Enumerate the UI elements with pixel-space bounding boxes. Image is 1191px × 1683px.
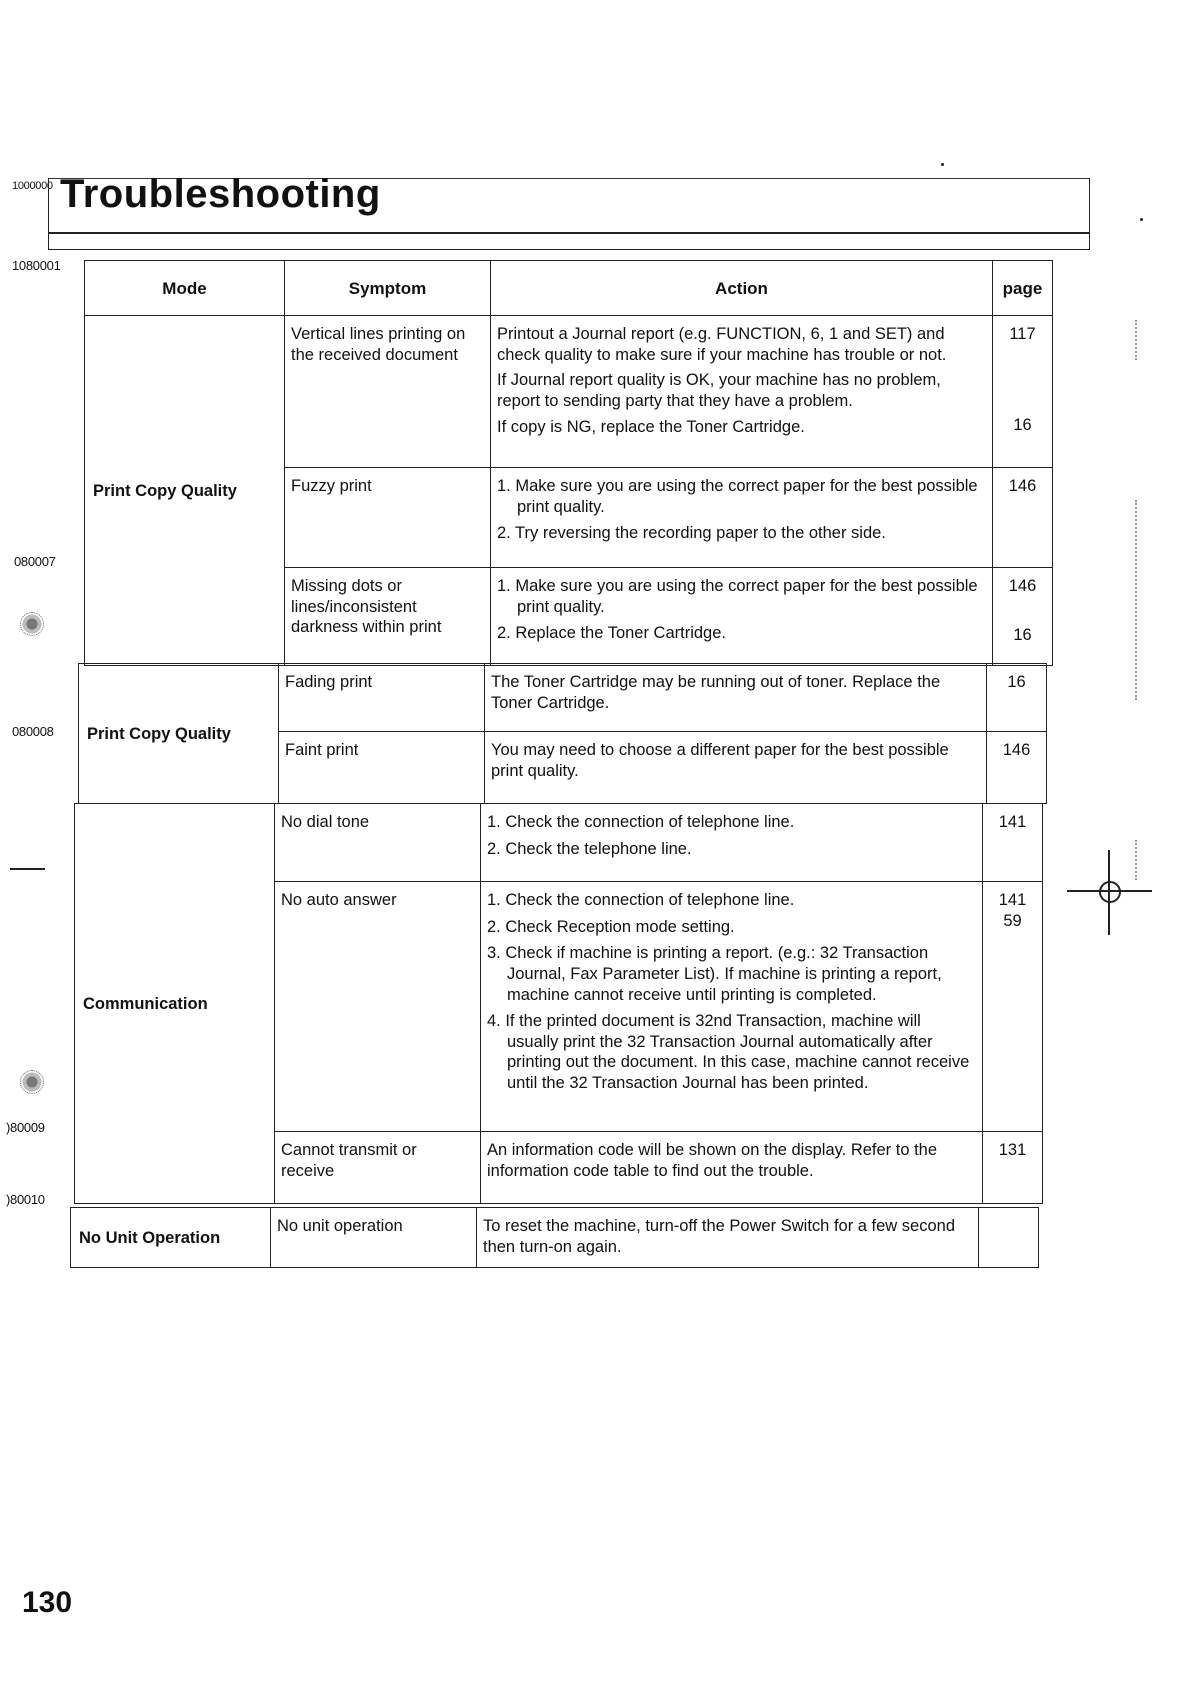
margin-code-row2: 080007 — [14, 554, 56, 569]
page-number: 130 — [22, 1586, 73, 1619]
page-ref: 117 — [1009, 325, 1036, 343]
action-cell: An information code will be shown on the display. Refer to the information code table to find out the trouble. — [481, 1132, 983, 1204]
action-cell: The Toner Cartridge may be running out of toner. Replace the Toner Cartridge. — [485, 664, 987, 732]
header-page: page — [993, 261, 1053, 316]
page-cell — [993, 316, 1053, 468]
action-text: If Journal report quality is OK, your machine has no problem, report to sending party that they have a problem. — [497, 371, 941, 410]
margin-dash — [10, 868, 45, 870]
table-row — [79, 664, 1047, 732]
symptom-cell: Missing dots or lines/inconsistent darkness within print — [285, 568, 491, 666]
page-ref: 59 — [1003, 911, 1022, 930]
symptom-cell: Faint print — [279, 732, 485, 804]
page-cell — [993, 568, 1053, 666]
symptom-cell: Fuzzy print — [285, 468, 491, 568]
action-cell — [481, 882, 983, 1132]
punch-hole-icon — [20, 612, 44, 636]
symptom-cell: No dial tone — [275, 804, 481, 882]
header-symptom: Symptom — [285, 261, 491, 316]
table-row — [75, 804, 1043, 882]
action-cell — [491, 468, 993, 568]
page-cell — [993, 468, 1053, 568]
title-code: 1000000 — [12, 180, 53, 192]
page-cell — [983, 804, 1043, 882]
registration-mark-icon — [1099, 881, 1121, 903]
page-title: Troubleshooting — [60, 172, 381, 216]
symptom-cell: No auto answer — [275, 882, 481, 1132]
symptom-cell: Cannot transmit or receive — [275, 1132, 481, 1204]
action-text: 2. Replace the Toner Cartridge. — [497, 624, 726, 643]
action-text: If copy is NG, replace the Toner Cartridge. — [497, 417, 805, 436]
margin-code-row5: )80010 — [6, 1192, 45, 1207]
action-text: 2. Try reversing the recording paper to the other side. — [497, 524, 886, 543]
mode-cell: No Unit Operation — [71, 1208, 271, 1268]
mode-cell: Communication — [75, 804, 275, 1204]
page-ref: 141 — [998, 891, 1027, 909]
action-text: 1. Check the connection of telephone line. — [487, 891, 795, 909]
scan-noise — [1135, 320, 1149, 360]
header-action: Action — [491, 261, 993, 316]
page-cell — [979, 1208, 1039, 1268]
punch-hole-icon — [20, 1070, 44, 1094]
troubleshooting-table-4 — [70, 1207, 1039, 1268]
page-cell — [983, 1132, 1043, 1204]
mode-cell: Print Copy Quality — [85, 316, 285, 666]
action-text: 4. If the printed document is 32nd Transaction, machine will usually print the 32 Transaction Journal automatically after printing out the document. In this case, machine cannot receive until the 32 Transaction Journal has been printed. — [487, 1012, 970, 1092]
table-header-row — [85, 261, 1053, 316]
margin-code-row3: 080008 — [12, 724, 54, 739]
page-cell — [983, 882, 1043, 1132]
header-mode: Mode — [85, 261, 285, 316]
page-ref: 16 — [1013, 625, 1032, 644]
page-cell — [987, 732, 1047, 804]
page-ref: 131 — [998, 1141, 1027, 1159]
symptom-cell: Vertical lines printing on the received document — [285, 316, 491, 468]
action-text: 1. Make sure you are using the correct paper for the best possible print quality. — [497, 477, 978, 516]
action-text: 2. Check Reception mode setting. — [487, 917, 735, 936]
scan-speck — [941, 163, 944, 166]
symptom-cell: No unit operation — [271, 1208, 477, 1268]
troubleshooting-table-3 — [74, 803, 1043, 1204]
title-rule — [48, 232, 1090, 234]
page-ref: 146 — [1008, 477, 1037, 495]
page-ref: 146 — [1008, 577, 1037, 595]
action-text: 3. Check if machine is printing a report. (e.g.: 32 Transaction Journal, Fax Parameter List). If machine is printing a report, machine cannot receive until printing is completed. — [487, 944, 942, 1004]
action-cell — [481, 804, 983, 882]
page-cell — [987, 664, 1047, 732]
action-text: 2. Check the telephone line. — [487, 839, 692, 858]
scan-noise — [1135, 840, 1149, 880]
troubleshooting-table-1 — [84, 260, 1053, 666]
table-row — [85, 316, 1053, 468]
troubleshooting-table-2 — [78, 663, 1047, 804]
action-text: Printout a Journal report (e.g. FUNCTION, 6, 1 and SET) and check quality to make sure if your machine has trouble or not. — [497, 325, 947, 364]
page-ref: 16 — [1007, 673, 1026, 691]
action-cell: To reset the machine, turn-off the Power Switch for a few second then turn-on again. — [477, 1208, 979, 1268]
scan-speck — [1140, 218, 1143, 221]
symptom-cell: Fading print — [279, 664, 485, 732]
scan-noise — [1135, 500, 1149, 700]
action-cell: You may need to choose a different paper for the best possible print quality. — [485, 732, 987, 804]
action-cell — [491, 316, 993, 468]
action-text: 1. Make sure you are using the correct paper for the best possible print quality. — [497, 577, 978, 616]
page-ref: 16 — [1013, 415, 1032, 434]
page-ref: 141 — [998, 813, 1027, 831]
page-ref: 146 — [1002, 741, 1031, 759]
action-cell — [491, 568, 993, 666]
margin-code-row4: )80009 — [6, 1120, 45, 1135]
margin-code-header: 1080001 — [12, 258, 61, 273]
table-row — [71, 1208, 1039, 1268]
action-text: 1. Check the connection of telephone line. — [487, 813, 795, 831]
mode-cell: Print Copy Quality — [79, 664, 279, 804]
